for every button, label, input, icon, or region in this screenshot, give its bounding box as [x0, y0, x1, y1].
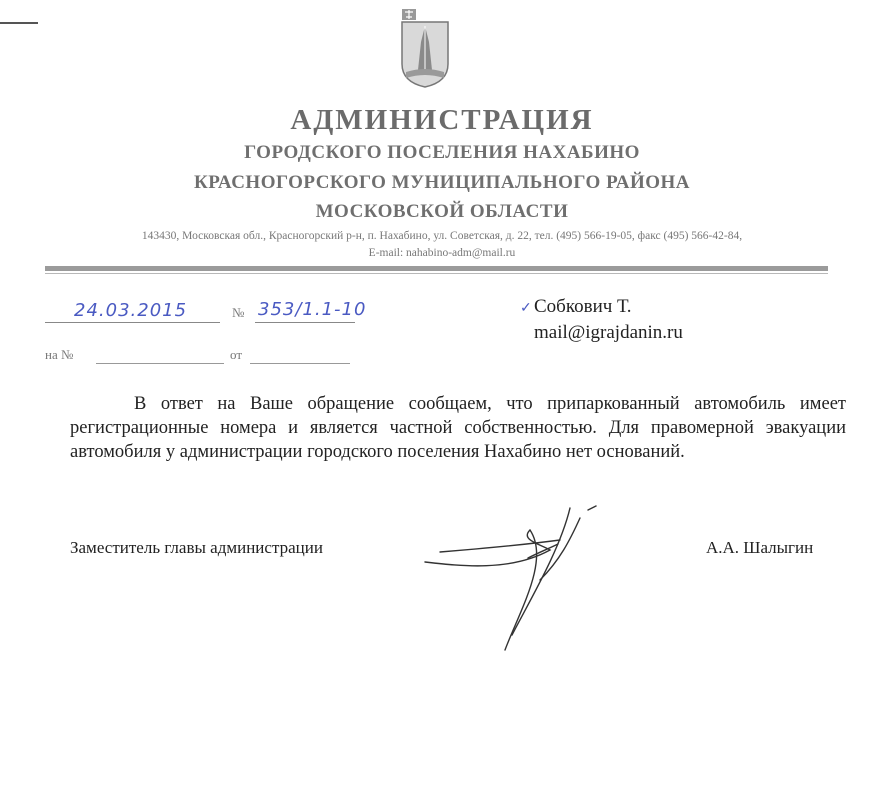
recipient-name: Собкович Т.	[534, 296, 632, 317]
date-underline	[45, 322, 220, 323]
header-address: 143430, Московская обл., Красногорский р-н, п. Нахабино, ул. Советская, д. 22, тел. (495) 566-19-05, факс (495) 566-42-84,	[141, 230, 743, 242]
header-divider-thin	[45, 273, 828, 274]
reference-date-line	[250, 363, 350, 364]
reference-number-line	[96, 363, 224, 364]
corner-mark	[0, 22, 38, 24]
reference-date-label: от	[230, 347, 243, 362]
number-underline	[255, 322, 355, 323]
header-email: E-mail: nahabino-adm@mail.ru	[368, 247, 516, 259]
header-line-3: МОСКОВСКОЙ ОБЛАСТИ	[315, 201, 569, 222]
signer-name: А.А. Шалыгин	[706, 538, 814, 557]
check-mark: ✓	[520, 301, 532, 316]
header-divider	[45, 266, 828, 271]
reference-number-label: на №	[45, 347, 74, 362]
recipient-email: mail@igrajdanin.ru	[534, 322, 683, 343]
coat-of-arms-emblem	[398, 8, 452, 88]
header-line-2: КРАСНОГОРСКОГО МУНИЦИПАЛЬНОГО РАЙОНА	[193, 172, 691, 193]
outgoing-date: 24.03.2015	[74, 300, 188, 321]
number-label: №	[232, 305, 245, 320]
header-title: АДМИНИСТРАЦИЯ	[290, 104, 594, 136]
signer-position: Заместитель главы администрации	[70, 538, 323, 557]
header-line-1: ГОРОДСКОГО ПОСЕЛЕНИЯ НАХАБИНО	[244, 142, 640, 163]
outgoing-number: 353/1.1-10	[258, 299, 367, 320]
letter-body: В ответ на Ваше обращение сообщаем, что припаркованный автомобиль имеет регистрационные номера и является частной собственностью. Для правомерной эвакуации автомобиля у администрации городского поселения Нахабино нет оснований.	[70, 394, 846, 462]
handwritten-signature	[420, 500, 620, 660]
